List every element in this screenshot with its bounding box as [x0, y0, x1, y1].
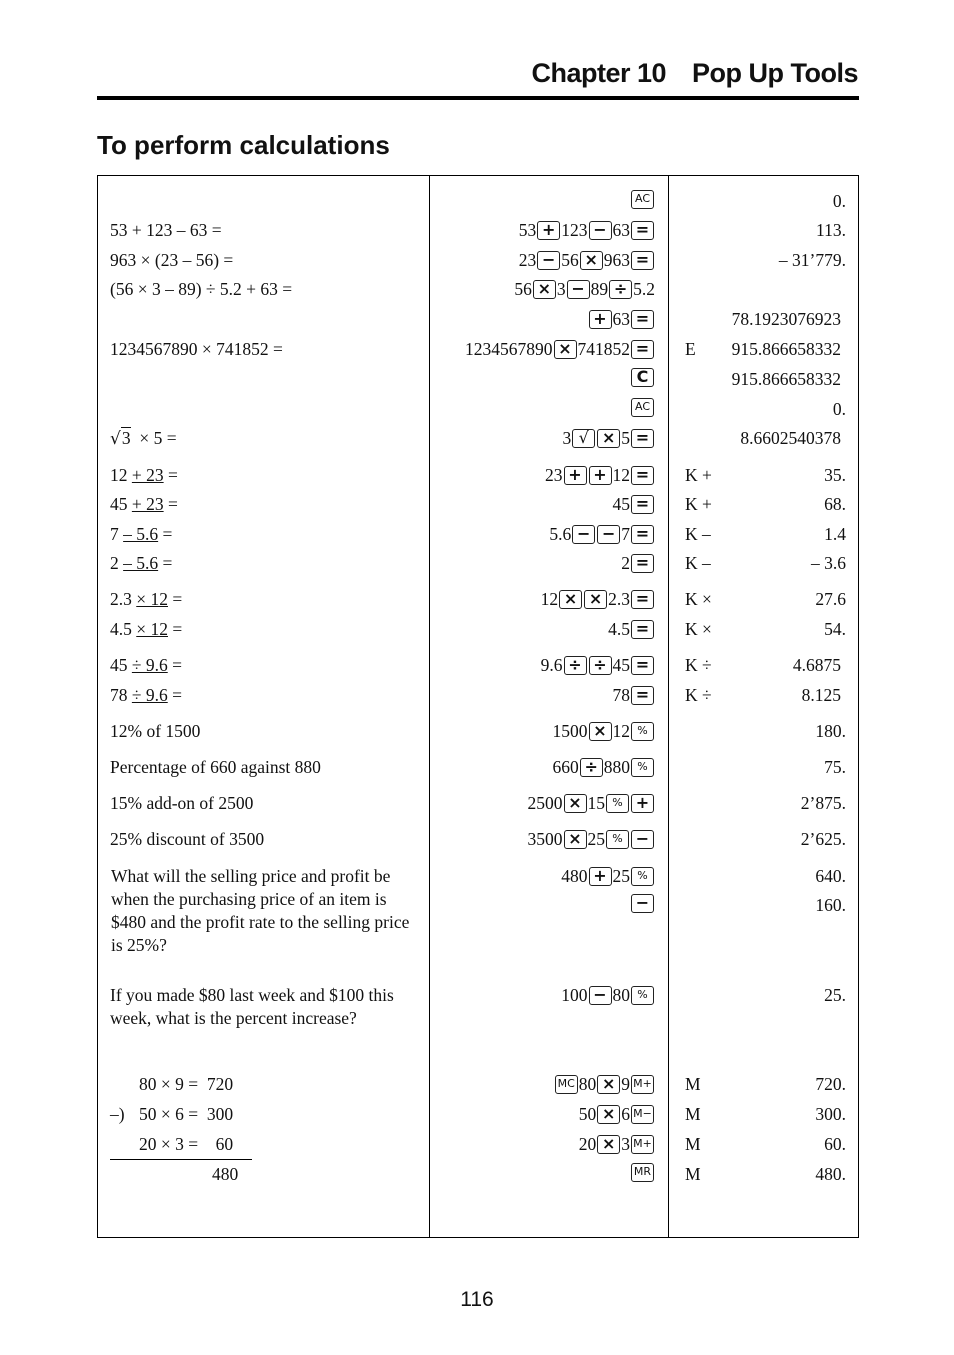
calculation-table — [97, 175, 859, 1238]
problem-text: 50 × 6 = 300 — [139, 1104, 234, 1124]
display-value: 75. — [824, 757, 846, 777]
key-sequence — [465, 338, 655, 360]
key-sequence — [630, 1163, 655, 1182]
table-row — [98, 1073, 858, 1095]
memory-indicator: M — [685, 1164, 701, 1184]
key-digits: 23 — [545, 465, 563, 485]
chapter-title: Pop Up Tools — [692, 58, 858, 88]
key-digits: 3 — [621, 1134, 630, 1154]
times-key: × — [559, 590, 582, 609]
sum-rule — [110, 1159, 252, 1160]
error-indicator: E — [685, 339, 696, 359]
display-value: 0. — [832, 191, 846, 211]
key-digits: 78 — [612, 685, 630, 705]
display-value: 640. — [815, 866, 846, 886]
key-digits: 741852 — [577, 339, 630, 359]
table-row — [98, 249, 858, 271]
problem-text: 2 – 5.6 = — [110, 553, 173, 573]
key-digits: 12 — [612, 721, 630, 741]
minus-key: − — [589, 221, 612, 240]
key-digits: 80 — [578, 1074, 597, 1094]
table-row — [98, 427, 858, 449]
equals-key: = — [631, 340, 654, 359]
problem-text: 20 × 3 = 60 — [139, 1134, 234, 1154]
times-key: × — [564, 830, 587, 849]
key-digits: 963 — [603, 250, 630, 270]
times-key: × — [597, 1105, 620, 1124]
percent-key: % — [631, 867, 654, 886]
equals-key: = — [631, 590, 654, 609]
key-digits: 100 — [561, 985, 588, 1005]
times-key: × — [533, 280, 556, 299]
plus-key: + — [564, 466, 587, 485]
problem-text: 25% discount of 3500 — [110, 829, 265, 849]
display-value: 915.866658332 — [731, 339, 841, 359]
times-key: × — [580, 251, 603, 270]
equals-key: = — [631, 620, 654, 639]
table-row — [98, 618, 858, 640]
key-sequence — [553, 720, 656, 742]
key-digits: 880 — [603, 757, 630, 777]
table-row — [98, 338, 858, 360]
percent-key: % — [606, 794, 629, 813]
table-row — [98, 588, 858, 610]
key-digits: 3 — [556, 279, 566, 299]
display-value: – 31’779. — [778, 250, 846, 270]
display-value: 68. — [824, 494, 846, 514]
key-digits: 56 — [561, 250, 579, 270]
display-value: 8.125 — [801, 685, 841, 705]
problem-text: 480 — [212, 1164, 239, 1184]
key-sequence — [579, 1103, 655, 1125]
plus-key: + — [589, 466, 612, 485]
key-sequence — [621, 552, 655, 574]
constant-indicator: K – — [685, 524, 711, 544]
key-sequence — [608, 618, 655, 640]
page-number: 116 — [460, 1288, 494, 1311]
display-value: 60. — [824, 1134, 846, 1154]
key-digits: 5.6 — [549, 524, 572, 544]
constant-indicator: K ÷ — [685, 685, 712, 705]
key-digits: 2.3 — [608, 589, 630, 609]
key-sequence — [561, 865, 655, 887]
key-digits: 53 — [518, 220, 537, 240]
key-digits: 3 — [562, 428, 572, 448]
table-row — [98, 493, 858, 515]
table-row — [98, 720, 858, 742]
key-digits: 6 — [621, 1104, 630, 1124]
key-digits: 15 — [587, 793, 605, 813]
display-value: 2’625. — [800, 829, 846, 849]
key-digits: 480 — [561, 866, 588, 886]
memory-clear-key: MC — [555, 1075, 578, 1094]
key-digits: 1500 — [552, 721, 588, 741]
display-value: 480. — [815, 1164, 846, 1184]
key-sequence — [630, 368, 655, 387]
key-sequence — [561, 984, 655, 1006]
key-digits: 63 — [612, 309, 630, 329]
table-row — [98, 368, 858, 390]
minus-key: − — [572, 525, 595, 544]
table-row — [98, 756, 858, 778]
problem-text: 4.5 × 12 = — [110, 619, 183, 639]
display-value: 160. — [815, 895, 846, 915]
constant-indicator: K – — [685, 553, 711, 573]
ac-key: AC — [631, 190, 654, 209]
key-sequence — [528, 792, 656, 814]
key-sequence — [553, 756, 656, 778]
constant-indicator: K + — [685, 465, 712, 485]
display-value: 25. — [824, 985, 846, 1005]
memory-plus-key: M+ — [631, 1075, 654, 1094]
key-sequence — [554, 1073, 655, 1095]
divide-key: ÷ — [609, 280, 632, 299]
key-digits: 3500 — [527, 829, 563, 849]
display-value: 180. — [815, 721, 846, 741]
minus-key: − — [597, 525, 620, 544]
plus-key: + — [589, 310, 612, 329]
sqrt-icon: √ — [110, 429, 121, 449]
key-digits: 56 — [514, 279, 532, 299]
equals-key: = — [631, 554, 654, 573]
minus-key: − — [631, 830, 654, 849]
minus-key: − — [589, 986, 612, 1005]
problem-text: What will the selling price and profit be when the purchasing price of an item is $480 and the profit rate to the selling price is 25%? — [111, 866, 410, 955]
key-sequence — [630, 398, 655, 417]
clear-key: C — [631, 368, 654, 387]
equals-key: = — [631, 310, 654, 329]
key-digits: 1234567890 — [465, 339, 553, 359]
key-digits: 25 — [612, 866, 630, 886]
key-sequence — [579, 1133, 655, 1155]
equals-key: = — [631, 251, 654, 270]
key-digits: 80 — [612, 985, 630, 1005]
problem-text: 80 × 9 = 720 — [139, 1074, 234, 1094]
key-digits: 5 — [621, 428, 630, 448]
key-digits: 12 — [540, 589, 559, 609]
minus-key: − — [567, 280, 590, 299]
percent-key: % — [631, 722, 654, 741]
memory-minus-key: M− — [631, 1105, 654, 1124]
table-row — [98, 684, 858, 706]
plus-key: + — [589, 867, 612, 886]
key-digits: 23 — [518, 250, 537, 270]
problem-text: 45 ÷ 9.6 = — [110, 655, 182, 675]
display-value: – 3.6 — [811, 553, 846, 573]
constant-indicator: K ÷ — [685, 655, 712, 675]
equals-key: = — [631, 429, 654, 448]
subtract-sign: –) — [110, 1104, 125, 1124]
table-row — [98, 828, 858, 850]
problem-text: If you made $80 last week and $100 this week, what is the percent increase? — [110, 985, 394, 1028]
memory-indicator: M — [685, 1074, 701, 1094]
ac-key: AC — [631, 398, 654, 417]
times-key: × — [584, 590, 607, 609]
equals-key: = — [631, 495, 654, 514]
problem-text: 2.3 × 12 = — [110, 589, 183, 609]
key-digits: 50 — [578, 1104, 597, 1124]
minus-key: − — [537, 251, 560, 270]
table-row — [98, 278, 858, 300]
header-rule — [97, 96, 859, 100]
minus-key: − — [631, 894, 654, 913]
percent-key: % — [631, 758, 654, 777]
memory-indicator: M — [685, 1104, 701, 1124]
problem-text: √3 × 5 = — [110, 428, 177, 449]
key-digits: 89 — [590, 279, 609, 299]
display-value: 27.6 — [815, 589, 846, 609]
percent-key: % — [606, 830, 629, 849]
key-sequence — [613, 493, 656, 515]
percent-key: % — [631, 986, 654, 1005]
times-key: × — [564, 794, 587, 813]
table-row — [98, 1103, 858, 1125]
equals-key: = — [631, 525, 654, 544]
key-digits: 20 — [578, 1134, 597, 1154]
divide-key: ÷ — [580, 758, 603, 777]
times-key: × — [597, 429, 620, 448]
problem-text: 12 + 23 = — [110, 465, 178, 485]
table-row — [98, 1133, 858, 1155]
table-row — [98, 398, 858, 420]
key-digits: 2 — [621, 553, 630, 573]
table-row — [98, 792, 858, 814]
key-digits: 12 — [612, 465, 630, 485]
key-sequence — [519, 249, 655, 271]
display-value: 2’875. — [800, 793, 846, 813]
problem-text: 53 + 123 – 63 = — [110, 220, 222, 240]
key-sequence — [588, 308, 656, 330]
constant-indicator: K × — [685, 619, 712, 639]
key-digits: 9.6 — [540, 655, 563, 675]
divide-key: ÷ — [589, 656, 612, 675]
display-value: 720. — [815, 1074, 846, 1094]
problem-text: 15% add-on of 2500 — [110, 793, 254, 813]
problem-text: 78 ÷ 9.6 = — [110, 685, 182, 705]
table-row — [98, 523, 858, 545]
table-row — [98, 984, 858, 1028]
constant-indicator: K + — [685, 494, 712, 514]
key-sequence — [528, 828, 656, 850]
key-digits: 45 — [612, 655, 630, 675]
problem-text: (56 × 3 – 89) ÷ 5.2 + 63 = — [110, 279, 293, 299]
equals-key: = — [631, 221, 654, 240]
display-value: 35. — [824, 465, 846, 485]
problem-text: Percentage of 660 against 880 — [110, 757, 321, 777]
problem-text: 1234567890 × 741852 = — [110, 339, 283, 359]
table-row — [98, 1163, 858, 1185]
divide-key: ÷ — [564, 656, 587, 675]
chapter-heading — [531, 58, 858, 89]
plus-key: + — [631, 794, 654, 813]
chapter-number: Chapter 10 — [531, 58, 667, 88]
problem-text: 7 – 5.6 = — [110, 524, 173, 544]
key-sequence — [514, 278, 655, 300]
table-row — [98, 219, 858, 241]
key-digits: 4.5 — [608, 619, 630, 639]
times-key: × — [597, 1075, 620, 1094]
memory-plus-key: M+ — [631, 1135, 654, 1154]
key-digits: 660 — [552, 757, 579, 777]
key-sequence — [549, 523, 655, 545]
table-row — [98, 464, 858, 486]
times-key: × — [554, 340, 577, 359]
key-digits: 9 — [621, 1074, 630, 1094]
memory-recall-key: MR — [631, 1163, 654, 1182]
key-sequence — [630, 894, 655, 913]
display-value: 54. — [824, 619, 846, 639]
display-value: 113. — [816, 220, 846, 240]
equals-key: = — [631, 656, 654, 675]
display-value: 915.866658332 — [731, 369, 841, 389]
key-sequence — [519, 219, 655, 241]
display-value: 8.6602540378 — [740, 428, 841, 448]
key-sequence — [541, 588, 655, 610]
key-sequence — [545, 464, 655, 486]
key-sequence — [630, 190, 655, 209]
display-value: 78.1923076923 — [731, 309, 841, 329]
key-digits: 45 — [612, 494, 630, 514]
key-digits: 2500 — [527, 793, 563, 813]
section-title: To perform calculations — [97, 130, 390, 160]
equals-key: = — [631, 686, 654, 705]
key-digits: 5.2 — [633, 279, 655, 299]
table-row — [98, 308, 858, 330]
equals-key: = — [631, 466, 654, 485]
table-row — [98, 552, 858, 574]
times-key: × — [597, 1135, 620, 1154]
problem-text: 45 + 23 = — [110, 494, 178, 514]
table-row — [98, 654, 858, 676]
key-sequence — [613, 684, 656, 706]
memory-indicator: M — [685, 1134, 701, 1154]
display-value: 1.4 — [824, 524, 846, 544]
key-sequence — [563, 427, 656, 449]
problem-text: 963 × (23 – 56) = — [110, 250, 234, 270]
key-digits: 25 — [587, 829, 605, 849]
problem-text: 12% of 1500 — [110, 721, 201, 741]
plus-key: + — [537, 221, 560, 240]
key-digits: 7 — [621, 524, 630, 544]
display-value: 4.6875 — [792, 655, 841, 675]
table-row — [98, 190, 858, 212]
key-sequence — [541, 654, 655, 676]
sqrt-key: √ — [572, 429, 595, 448]
display-value: 0. — [832, 399, 846, 419]
times-key: × — [589, 722, 612, 741]
key-digits: 123 — [561, 220, 588, 240]
constant-indicator: K × — [685, 589, 712, 609]
key-digits: 63 — [612, 220, 630, 240]
display-value: 300. — [815, 1104, 846, 1124]
table-row — [98, 894, 858, 916]
